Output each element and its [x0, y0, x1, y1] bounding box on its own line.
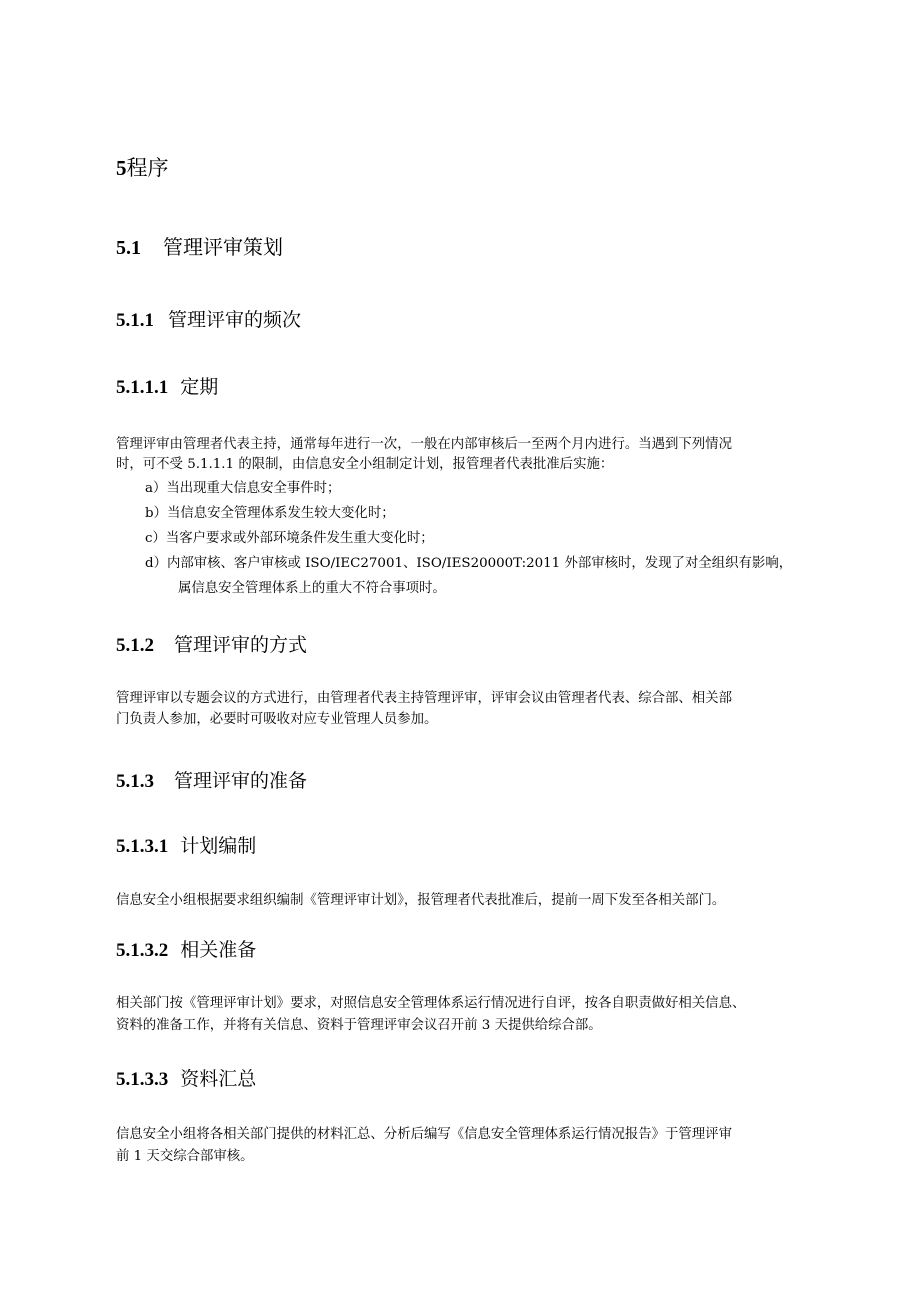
list-item-c: c）当客户要求或外部环境条件发生重大变化时； [145, 531, 434, 546]
paragraph-line: 资料的准备工作，并将有关信息、资料于管理评审会议召开前 3 天提供给综合部。 [116, 1018, 602, 1033]
paragraph-5-1-2 [116, 688, 832, 730]
heading-number: 5.1 [116, 237, 141, 259]
list-item-d-continued: 属信息安全管理体系上的重大不符合事项时。 [178, 581, 446, 596]
heading-5 [116, 158, 169, 179]
paragraph-line: 信息安全小组根据要求组织编制《管理评审计划》，报管理者代表批准后，提前一周下发至各相关部门。 [116, 893, 726, 908]
paragraph-5-1-3-2 [116, 993, 832, 1038]
heading-number: 5.1.1.1 [116, 377, 169, 398]
heading-title: 管理评审的准备 [174, 770, 308, 792]
heading-title: 相关准备 [180, 939, 257, 961]
heading-5-1-3 [116, 772, 307, 791]
paragraph-line: 门负责人参加，必要时可吸收对应专业管理人员参加。 [116, 712, 438, 727]
heading-5-1-3-2 [116, 941, 256, 960]
heading-title: 定期 [180, 376, 219, 398]
paragraph-line: 管理评审由管理者代表主持，通常每年进行一次，一般在内部审核后一至两个月内进行。当遇到下列情况 [116, 437, 732, 452]
paragraph-5-1-1-1 [116, 434, 832, 475]
heading-5-1-1 [116, 311, 301, 330]
paragraph-line: 管理评审以专题会议的方式进行，由管理者代表主持管理评审，评审会议由管理者代表、综合部、相关部 [116, 691, 732, 706]
paragraph-5-1-3-1 [116, 890, 832, 911]
heading-number: 5.1.3.3 [116, 1069, 169, 1090]
list-item-a: a）当出现重大信息安全事件时； [145, 481, 341, 496]
heading-number: 5.1.2 [116, 635, 154, 656]
heading-title: 资料汇总 [180, 1068, 257, 1090]
heading-number: 5.1.3.2 [116, 940, 169, 961]
paragraph-5-1-3-3 [116, 1124, 832, 1169]
heading-5-1 [116, 237, 283, 258]
heading-title: 计划编制 [180, 835, 257, 857]
list-item-b: b）当信息安全管理体系发生较大变化时； [145, 506, 395, 521]
heading-number: 5.1.3 [116, 771, 154, 792]
heading-title: 程序 [126, 156, 169, 180]
heading-5-1-2 [116, 636, 307, 655]
heading-title: 管理评审的方式 [174, 634, 308, 656]
paragraph-line: 相关部门按《管理评审计划》要求，对照信息安全管理体系运行情况进行自评，按各自职责做好相关信息、 [116, 996, 746, 1011]
heading-5-1-3-3 [116, 1070, 256, 1089]
heading-number: 5.1.3.1 [116, 836, 169, 857]
heading-number: 5.1.1 [116, 310, 154, 331]
paragraph-line: 信息安全小组将各相关部门提供的材料汇总、分析后编写《信息安全管理体系运行情况报告》于管理评审 [116, 1127, 732, 1142]
heading-title: 管理评审策划 [163, 235, 283, 259]
heading-number: 5 [116, 156, 127, 180]
paragraph-line: 时，可不受 5.1.1.1 的限制，由信息安全小组制定计划，报管理者代表批准后实施： [116, 457, 614, 472]
paragraph-line: 前 1 天交综合部审核。 [116, 1149, 254, 1164]
list-item-d: d）内部审核、客户审核或 ISO/IEC27001、ISO/IES20000T:2011 外部审核时，发现了对全组织有影响， [145, 556, 793, 571]
heading-title: 管理评审的频次 [168, 309, 302, 331]
heading-5-1-3-1 [116, 837, 256, 856]
heading-5-1-1-1 [116, 378, 218, 397]
